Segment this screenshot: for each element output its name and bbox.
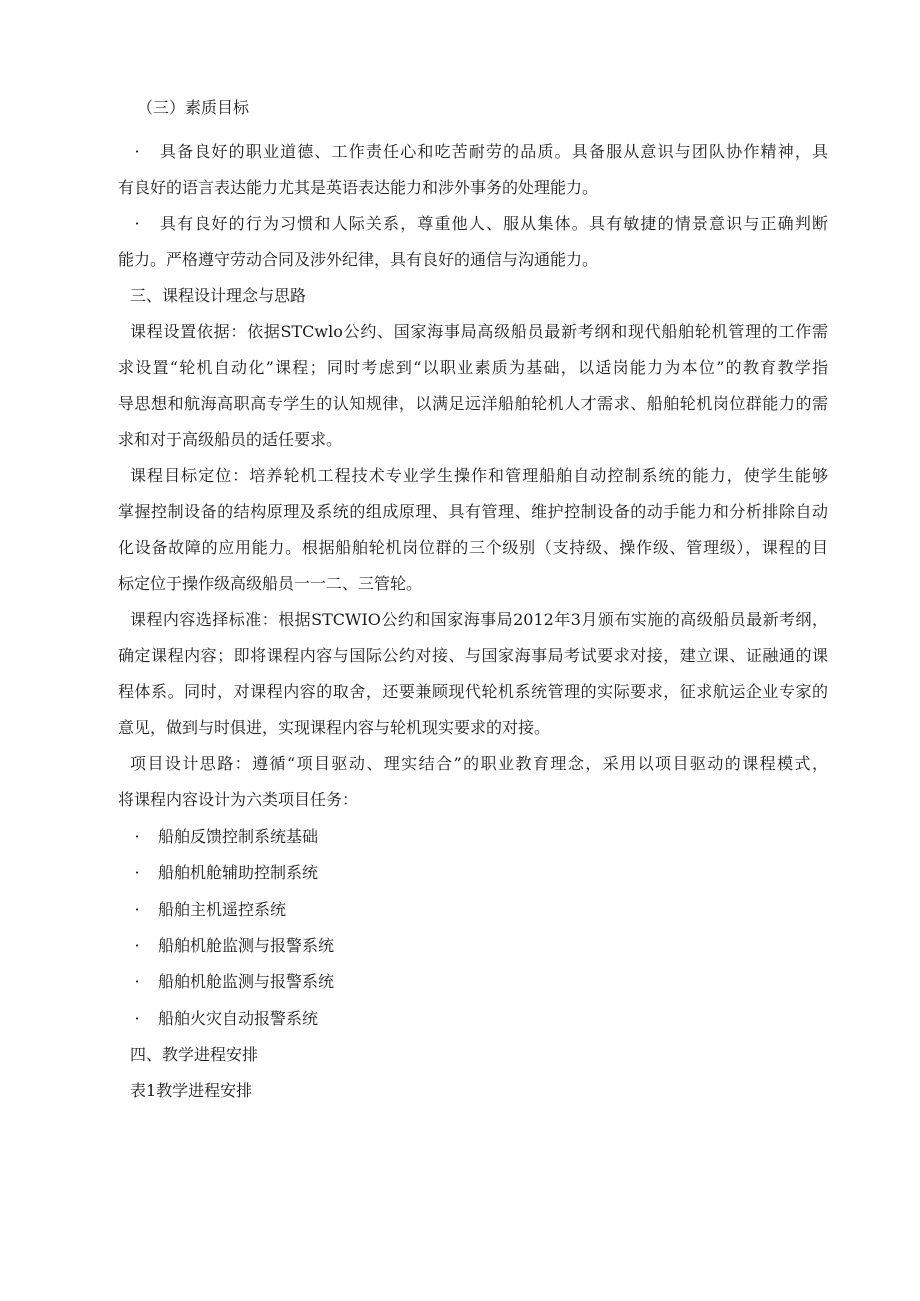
- paragraph-basis-line-2: 求设置“轮机自动化”课程；同时考虑到“以职业素质为基础，以适岗能力为本位”的教育教学指: [118, 358, 828, 377]
- paragraph-goal-line-2: 掌握控制设备的结构原理及系统的组成原理、具有管理、维护控制设备的动手能力和分析排除自动: [118, 502, 828, 521]
- quality-item-2-line-1: 具有良好的行为习惯和人际关系，尊重他人、服从集体。具有敏捷的情景意识与正确判断: [160, 214, 828, 233]
- quality-item-1-line-1: 具备良好的职业道德、工作责任心和吃苦耐劳的品质。具备服从意识与团队协作精神，具: [160, 142, 828, 161]
- paragraph-goal-line-1: 课程目标定位：培养轮机工程技术专业学生操作和管理船舶自动控制系统的能力，使学生能够: [130, 466, 828, 485]
- section-heading-design: 三、课程设计理念与思路: [130, 286, 307, 305]
- bullet-icon: ·: [134, 936, 140, 955]
- list-item: 船舶火灾自动报警系统: [158, 1009, 319, 1028]
- paragraph-content-line-2: 确定课程内容；即将课程内容与国际公约对接、与国家海事局考试要求对接，建立课、证融通的课: [118, 646, 828, 665]
- list-item: 船舶机舱监测与报警系统: [158, 936, 335, 955]
- paragraph-content-line-4: 意见，做到与时俱进，实现课程内容与轮机现实要求的对接。: [118, 718, 551, 737]
- list-item: 船舶反馈控制系统基础: [158, 827, 319, 846]
- table-caption: 表1教学进程安排: [130, 1081, 253, 1100]
- paragraph-project-line-2: 将课程内容设计为六类项目任务：: [118, 790, 359, 809]
- bullet-icon: ·: [134, 863, 140, 882]
- paragraph-basis-line-3: 导思想和航海高职高专学生的认知规律，以满足远洋船舶轮机人才需求、船舶轮机岗位群能力的需: [118, 394, 828, 413]
- paragraph-goal-line-4: 标定位于操作级高级船员一一二、三管轮。: [118, 574, 423, 593]
- paragraph-goal-line-3: 化设备故障的应用能力。根据船舶轮机岗位群的三个级别（支持级、操作级、管理级），课程的目: [118, 538, 828, 557]
- bullet-icon: ·: [134, 214, 140, 233]
- bullet-icon: ·: [134, 1009, 140, 1028]
- paragraph-basis-line-4: 求和对于高级船员的适任要求。: [118, 430, 343, 449]
- list-item: 船舶机舱监测与报警系统: [158, 972, 335, 991]
- bullet-icon: ·: [134, 972, 140, 991]
- quality-item-2-line-2: 能力。严格遵守劳动合同及涉外纪律，具有良好的通信与沟通能力。: [118, 250, 599, 269]
- paragraph-content-line-3: 程体系。同时，对课程内容的取舍，还要兼顾现代轮机系统管理的实际要求，征求航运企业专家的: [118, 682, 828, 701]
- bullet-icon: ·: [134, 900, 140, 919]
- section-heading-schedule: 四、教学进程安排: [130, 1045, 259, 1064]
- paragraph-content-line-1: 课程内容选择标准：根据STCWIO公约和国家海事局2012年3月颁布实施的高级船员最新考纲，: [130, 610, 828, 629]
- section-heading-quality: （三）素质目标: [137, 98, 250, 117]
- list-item: 船舶主机遥控系统: [158, 900, 287, 919]
- bullet-icon: ·: [134, 827, 140, 846]
- bullet-icon: ·: [134, 142, 140, 161]
- paragraph-project-line-1: 项目设计思路：遵循“项目驱动、理实结合”的职业教育理念，采用以项目驱动的课程模式，: [130, 754, 828, 773]
- paragraph-basis-line-1: 课程设置依据：依据STCwlo公约、国家海事局高级船员最新考纲和现代船舶轮机管理的工作需: [130, 322, 828, 341]
- quality-item-1-line-2: 有良好的语言表达能力尤其是英语表达能力和涉外事务的处理能力。: [118, 178, 599, 197]
- list-item: 船舶机舱辅助控制系统: [158, 863, 319, 882]
